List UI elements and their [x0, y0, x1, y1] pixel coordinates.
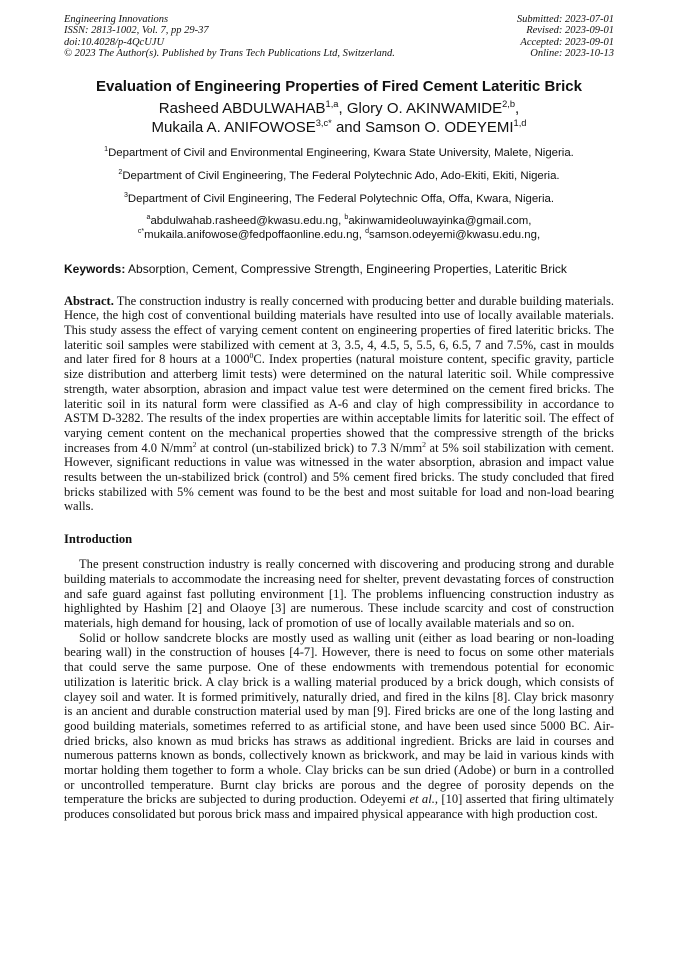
- email-sup: a: [146, 213, 151, 221]
- abstract-text: C. Index properties (natural moisture content, specific gravity, particle size distribution and atterberg limit tests) were determined on the natural lateritic soil. While compressive strength, water absorption, abrasion and impact value test were determined on the cement fired bricks. The lateritic soil in its natural form were classified as A-6 and clay of high compressibility in accordance to ASTM D-3282. The results of the index properties are within acceptable limits for lateritic soil. The effect of varying cement content on the mechanical properties showed that the compressive strength of the bricks increases from 4.0 N/mm: [64, 352, 614, 455]
- affiliation-sup: 3: [123, 191, 128, 199]
- keywords: [64, 262, 614, 277]
- email-sup: c*: [137, 227, 145, 235]
- paragraph-text: , [10] asserted that firing ultimately produces consolidated but porous brick mass and impaired physical appearance with high production cost.: [64, 792, 614, 822]
- intro-paragraph: [64, 631, 614, 822]
- author-list: [64, 99, 614, 137]
- email-line-1: [64, 214, 614, 228]
- author-name: Glory O. AKINWAMIDE: [346, 99, 503, 117]
- abstract-text: The construction industry is really concerned with producing better and durable building materials. Hence, the high cost of conventional building materials have resulted into use of locally available materials. This study assess the effect of varying cement content on engineering properties of fired lateritic bricks. The lateritic soil samples were stabilized with cement at 3, 3.5, 4, 4.5, 5, 5.5, 6, 6.5, 7 and 7.5%, cast in moulds and later fired for 8 hours at a 1000: [64, 293, 614, 367]
- copyright-line: © 2023 The Author(s). Published by Trans Tech Publications Ltd, Switzerland.: [64, 48, 395, 60]
- email-sup: d: [365, 227, 370, 235]
- journal-info: [64, 14, 395, 60]
- affiliation-text: Department of Civil and Environmental Engineering, Kwara State University, Malete, Nigeria.: [108, 146, 574, 159]
- abstract-label: Abstract.: [64, 293, 114, 308]
- author-emails: [64, 214, 614, 242]
- author-name: Rasheed ABDULWAHAB: [158, 99, 326, 117]
- author-line-1: [64, 99, 614, 118]
- author-line-2: [64, 118, 614, 137]
- author-name: Mukaila A. ANIFOWOSE: [151, 118, 316, 136]
- affiliation-sup: 2: [118, 168, 123, 176]
- submitted-date: Submitted: 2023-07-01: [516, 14, 614, 25]
- author-sup: 1,a: [325, 98, 339, 109]
- abstract-sup: 2: [422, 439, 427, 449]
- paper-title: Evaluation of Engineering Properties of Fired Cement Lateritic Brick: [96, 77, 582, 95]
- author-sup: 2,b: [502, 98, 516, 109]
- online-date: Online: 2023-10-13: [530, 48, 614, 60]
- paragraph-text: Solid or hollow sandcrete blocks are mostly used as walling unit (either as load bearing or non-loading bearing wall) in the construction of houses [4-7]. However, there is need to focus on some other materials that could serve the same purpose. One of these endowments with tremendous potential for economic utilization is lateritic brick. A clay brick is a walling material produced by a brick dough, which consists of clayey soil and water. It is formed primitively, naturally dried, and fired in the kilns [8]. Clay brick masonry is an ancient and durable construction material used by man [9]. Fired bricks are one of the long lasting and good building materials, sometimes referred to as artificial stone, and have been used since 5000 BC. Air-dried bricks, also known as mud bricks has straws as additional ingredient. Bricks are laid in courses and numerous patterns known as bonds, collectively known as brickwork, and may be laid in various kinds with mortar holding them together to form a whole. Clay bricks can be sun dried (Adobe) or burn in a controlled or uncontrolled temperature. Burnt clay bricks are porous and the degree of porosity depends on the temperature the bricks are subjected to during production. Odeyemi: [64, 630, 614, 807]
- abstract-sup: 0: [249, 351, 254, 361]
- affiliation: [64, 169, 614, 183]
- intro-paragraph: The present construction industry is really concerned with discovering and producing strong and durable building materials to accommodate the increasing need for shelter, prevent devastating forces of construction and safe guard against fast polluting environment [1]. The problems influencing construction industry as highlighted by Hashim [2] and Olaoye [3] are numerous. These include scarcity and cost of construction materials, high demand for housing, lack of promotion of use of locally available materials and so on.: [64, 557, 614, 630]
- et-al: et al.: [409, 792, 435, 807]
- affiliation-text: Department of Civil Engineering, The Federal Polytechnic Ado, Ado-Ekiti, Ekiti, Nigeria.: [122, 169, 560, 182]
- issn-line: ISSN: 2813-1002, Vol. 7, pp 29-37: [64, 25, 209, 37]
- email-link[interactable]: abdulwahab.rasheed@kwasu.edu.ng,: [150, 214, 345, 227]
- affiliation-text: Department of Civil Engineering, The Federal Polytechnic Offa, Offa, Kwara, Nigeria.: [127, 192, 554, 205]
- email-line-2: [64, 228, 614, 242]
- affiliation: [64, 146, 614, 160]
- author-separator: ,: [515, 99, 520, 117]
- email-sup: b: [344, 213, 349, 221]
- author-separator: ,: [338, 99, 347, 117]
- author-sup: 1,d: [513, 117, 527, 128]
- affiliation: [64, 192, 614, 206]
- journal-name: Engineering Innovations: [64, 14, 169, 25]
- author-sup: 3,c*: [315, 117, 332, 128]
- section-heading: Introduction: [64, 532, 133, 547]
- affiliation-sup: 1: [104, 145, 109, 153]
- abstract-sup: 2: [192, 439, 197, 449]
- journal-header: [64, 14, 614, 60]
- email-link[interactable]: samson.odeyemi@kwasu.edu.ng,: [369, 228, 541, 241]
- accepted-date: Accepted: 2023-09-01: [520, 36, 614, 48]
- submission-dates: [517, 14, 614, 60]
- abstract-text: at 5% soil stabilization with cement. However, significant reductions in value was witnessed in the water absorption, abrasion and impact value results between the un-stabilized brick (control) and 5% cement fired bricks. The study concluded that fired bricks stabilized with 5% cement was found to be the best and most suitable for load and non-load bearing walls.: [64, 440, 614, 514]
- email-link[interactable]: mukaila.anifowose@fedpoffaonline.edu.ng,: [144, 228, 366, 241]
- doi-line: doi:10.4028/p-4QcUJU: [64, 36, 165, 48]
- keywords-text: Absorption, Cement, Compressive Strength, Engineering Properties, Lateritic Brick: [125, 261, 567, 276]
- email-link[interactable]: akinwamideoluwayinka@gmail.com,: [348, 214, 532, 227]
- abstract-text: at control (un-stabilized brick) to 7.3 N/mm: [196, 440, 423, 455]
- revised-date: Revised: 2023-09-01: [526, 25, 614, 37]
- author-name: Samson O. ODEYEMI: [365, 118, 514, 136]
- abstract: [64, 294, 614, 515]
- author-separator: and: [331, 118, 366, 136]
- keywords-label: Keywords:: [64, 261, 126, 276]
